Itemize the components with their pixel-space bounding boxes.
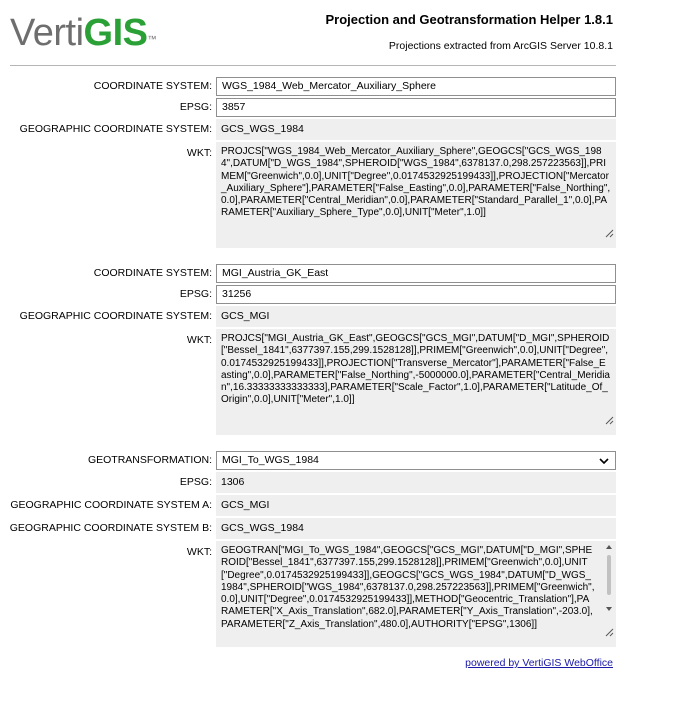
epsg-label: EPSG: bbox=[179, 476, 212, 488]
logo-text-verti: Verti bbox=[10, 12, 84, 54]
epsg-label: EPSG: bbox=[179, 288, 212, 300]
epsg-label: EPSG: bbox=[179, 101, 212, 113]
scrollbar[interactable] bbox=[602, 541, 616, 639]
gcs-b-value: GCS_WGS_1984 bbox=[216, 518, 616, 539]
coordinate-system-label: COORDINATE SYSTEM: bbox=[93, 267, 212, 279]
epsg-input[interactable]: 3857 bbox=[216, 98, 616, 117]
gcs-a-label: GEOGRAPHIC COORDINATE SYSTEM A: bbox=[10, 499, 212, 511]
chevron-down-icon bbox=[597, 454, 611, 468]
geotransformation-selected-value: MGI_To_WGS_1984 bbox=[222, 454, 319, 466]
logo-trademark: ™ bbox=[147, 34, 157, 44]
geotransformation-select[interactable] bbox=[216, 451, 616, 470]
scrollbar-thumb[interactable] bbox=[607, 555, 611, 595]
wkt-label: WKT: bbox=[186, 546, 212, 558]
wkt-label: WKT: bbox=[186, 334, 212, 346]
vertigis-logo bbox=[10, 10, 156, 56]
wkt-textarea[interactable]: PROJCS["WGS_1984_Web_Mercator_Auxiliary_Sphere",GEOGCS["GCS_WGS_1984",DATUM["D_WGS_1984",SPHEROID["WGS_1984",6378137.0,298.257223563]],PRIMEM["Greenwich",0.0],UNIT["Degree",0.0174532925199433]],PROJECTION["Mercator_Auxiliary_Sphere"],PARAMETER["False_Easting",0.0],PARAMETER["False_Northing",0.0],PARAMETER["Central_Meridian",0.0],PARAMETER["Standard_Parallel_1",0.0],PARAMETER["Auxiliary_Sphere_Type",0.0],UNIT["Meter",1.0]] bbox=[216, 142, 616, 248]
app-title: Projection and Geotransformation Helper 1.8.1 bbox=[325, 12, 613, 27]
coordinate-system-label: COORDINATE SYSTEM: bbox=[93, 80, 212, 92]
gcs-b-label: GEOGRAPHIC COORDINATE SYSTEM B: bbox=[9, 522, 212, 534]
scroll-up-arrow-icon[interactable] bbox=[606, 545, 612, 549]
geotransformation-label: GEOTRANSFORMATION: bbox=[87, 454, 212, 466]
logo-text-gis: GIS bbox=[83, 12, 148, 54]
resize-grip-icon[interactable] bbox=[605, 229, 614, 238]
wkt-textarea[interactable]: GEOGTRAN["MGI_To_WGS_1984",GEOGCS["GCS_MGI",DATUM["D_MGI",SPHEROID["Bessel_1841",6377397.155,299.1528128]],PRIMEM["Greenwich",0.0],UNIT["Degree",0.0174532925199433]],GEOGCS["GCS_WGS_1984",DATUM["D_WGS_1984",SPHEROID["WGS_1984",6378137.0,298.257223563]],PRIMEM["Greenwich",0.0],UNIT["Degree",0.0174532925199433]],METHOD["Geocentric_Translation"],PARAMETER["X_Axis_Translation",682.0],PARAMETER["Y_Axis_Translation",-203.0],PARAMETER["Z_Axis_Translation",480.0],AUTHORITY["EPSG",1306]] bbox=[216, 541, 616, 647]
coordinate-system-input[interactable]: MGI_Austria_GK_East bbox=[216, 264, 616, 283]
gcs-value: GCS_MGI bbox=[216, 306, 616, 327]
header-divider bbox=[10, 65, 616, 66]
wkt-label: WKT: bbox=[186, 147, 212, 159]
resize-grip-icon[interactable] bbox=[605, 416, 614, 425]
gcs-label: GEOGRAPHIC COORDINATE SYSTEM: bbox=[19, 123, 212, 135]
powered-by-link[interactable]: powered by VertiGIS WebOffice bbox=[465, 657, 613, 669]
app-subtitle: Projections extracted from ArcGIS Server 10.8.1 bbox=[388, 40, 613, 52]
scroll-down-arrow-icon[interactable] bbox=[606, 607, 612, 611]
gcs-label: GEOGRAPHIC COORDINATE SYSTEM: bbox=[19, 310, 212, 322]
resize-grip-icon[interactable] bbox=[605, 628, 614, 637]
epsg-input[interactable]: 31256 bbox=[216, 285, 616, 304]
coordinate-system-input[interactable]: WGS_1984_Web_Mercator_Auxiliary_Sphere bbox=[216, 77, 616, 96]
wkt-textarea[interactable]: PROJCS["MGI_Austria_GK_East",GEOGCS["GCS_MGI",DATUM["D_MGI",SPHEROID["Bessel_1841",6377397.155,299.1528128]],PRIMEM["Greenwich",0.0],UNIT["Degree",0.0174532925199433]],PROJECTION["Transverse_Mercator"],PARAMETER["False_Easting",0.0],PARAMETER["False_Northing",-5000000.0],PARAMETER["Central_Meridian",16.33333333333333],PARAMETER["Scale_Factor",1.0],PARAMETER["Latitude_Of_Origin",0.0],UNIT["Meter",1.0]] bbox=[216, 329, 616, 435]
gcs-value: GCS_WGS_1984 bbox=[216, 119, 616, 140]
epsg-value: 1306 bbox=[216, 472, 616, 493]
gcs-a-value: GCS_MGI bbox=[216, 495, 616, 516]
